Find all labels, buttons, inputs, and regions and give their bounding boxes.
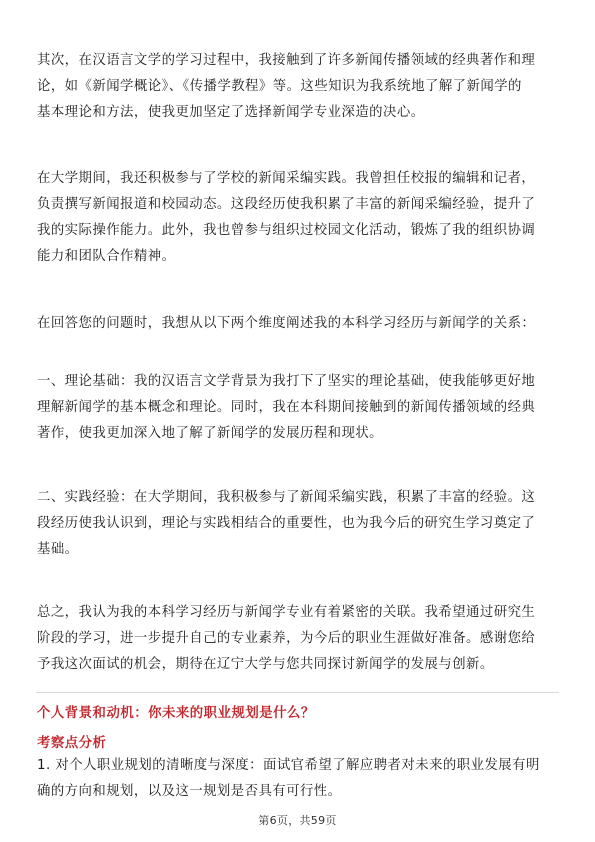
text-line: 确的方向和规划，以及这一规划是否具有可行性。 <box>37 784 342 799</box>
text-line: 论，如《新闻学概论》、《传播学教程》等。这些知识为我系统地了解了新闻学的 <box>37 79 522 94</box>
text-line: 理解新闻学的基本概念和理论。同时，我在本科期间接触到的新闻传播领域的经典 <box>37 400 536 415</box>
body-paragraph <box>37 48 559 126</box>
text-line: 我的实际操作能力。此外，我也曾参与组织过校园文化活动，锻炼了我的组织协调 <box>37 223 536 238</box>
analysis-paragraph <box>37 753 559 805</box>
text-line: 在回答您的问题时，我想从以下两个维度阐述我的本科学习经历与新闻学的关系： <box>37 316 536 331</box>
text-line: 著作，使我更加深入地了解了新闻学的发展历程和现状。 <box>37 426 384 441</box>
text-line: 阶段的学习，进一步提升自己的专业素养，为今后的职业生涯做好准备。感谢您给 <box>37 631 536 646</box>
text-line: 在大学期间，我还积极参与了学校的新闻采编实践。我曾担任校报的编辑和记者， <box>37 171 536 186</box>
body-paragraph <box>37 311 559 337</box>
text-line: 基础。 <box>37 542 79 557</box>
text-line: 能力和团队合作精神。 <box>37 249 176 264</box>
text-line: 段经历使我认识到，理论与实践相结合的重要性，也为我今后的研究生学习奠定了 <box>37 516 536 531</box>
text-line: 负责撰写新闻报道和校园动态。这段经历使我积累了丰富的新闻采编经验，提升了 <box>37 197 536 212</box>
text-line: 基本理论和方法，使我更加坚定了选择新闻学专业深造的决心。 <box>37 105 425 120</box>
text-line: 1. 对个人职业规划的清晰度与深度：面试官希望了解应聘者对未来的职业发展有明 <box>37 758 540 773</box>
text-line: 予我这次面试的机会，期待在辽宁大学与您共同探讨新闻学的发展与创新。 <box>37 657 494 672</box>
text-line: 一、理论基础：我的汉语言文学背景为我打下了坚实的理论基础，使我能够更好地 <box>37 374 536 389</box>
page-number: 第6页，共59页 <box>258 814 337 827</box>
body-paragraph <box>37 369 559 447</box>
question-heading: 个人背景和动机：你未来的职业规划是什么？ <box>37 706 315 721</box>
body-paragraph <box>37 166 559 270</box>
body-paragraph <box>37 485 559 563</box>
section-divider <box>36 692 559 693</box>
text-line: 二、实践经验：在大学期间，我积极参与了新闻采编实践，积累了丰富的经验。这 <box>37 490 536 505</box>
body-paragraph <box>37 600 559 678</box>
analysis-heading: 考察点分析 <box>37 736 107 751</box>
text-line: 总之，我认为我的本科学习经历与新闻学专业有着紧密的关联。我希望通过研究生 <box>37 605 536 620</box>
text-line: 其次，在汉语言文学的学习过程中，我接触到了许多新闻传播领域的经典著作和理 <box>37 53 536 68</box>
